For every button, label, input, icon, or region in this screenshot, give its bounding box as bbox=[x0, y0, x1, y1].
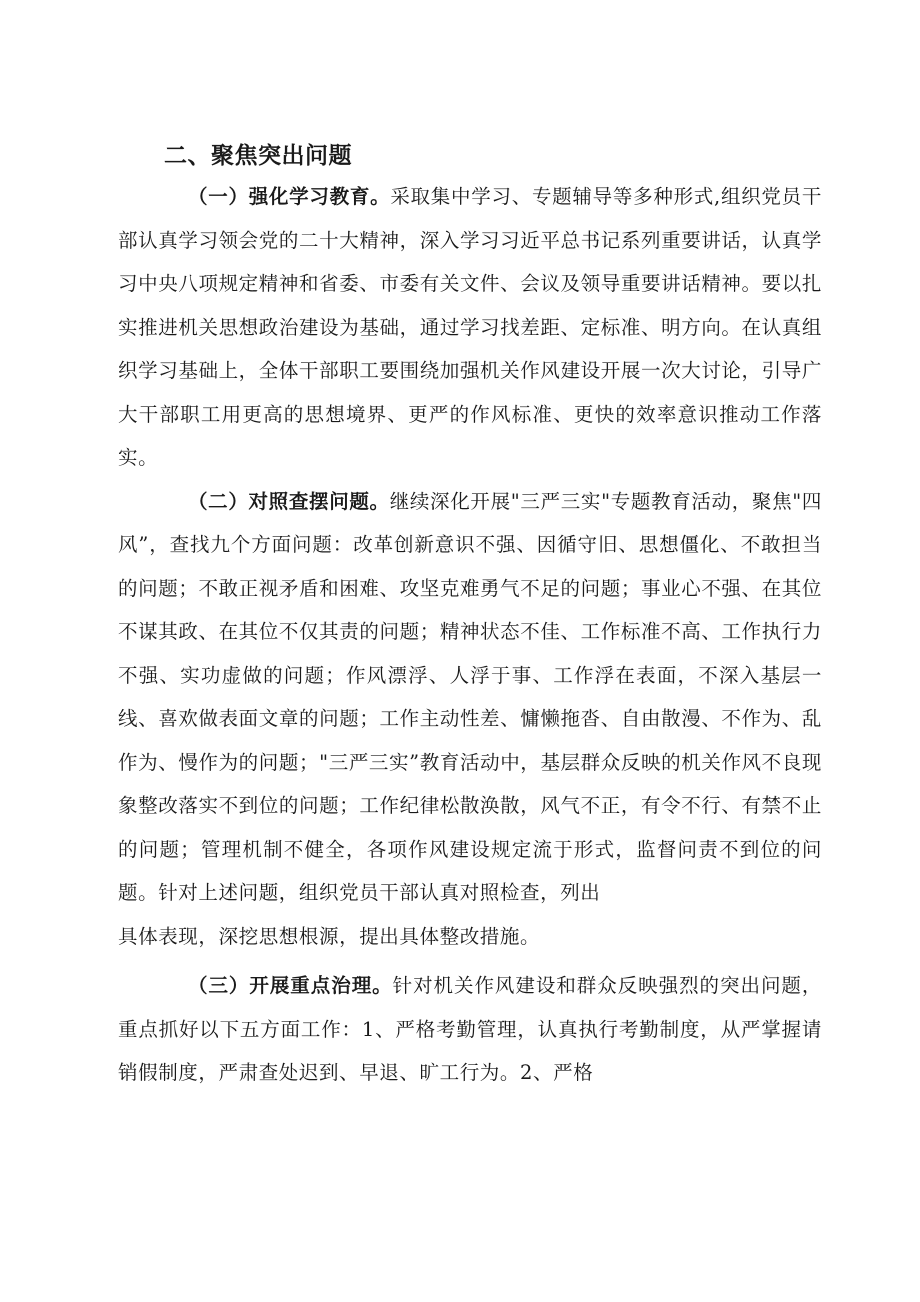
paragraph-text: 采取集中学习、专题辅导等多种形式,组织党员干部认真学习领会党的二十大精神，深入学习习近平总书记系列重要讲话，认真学习中央八项规定精神和省委、市委有关文件、会议及领导重要讲话精神。要以扎实推进机关思想政治建设为基础，通过学习找差距、定标准、明方向。在认真组织学习基础上，全体干部职工要围绕加强机关作风建设开展一次大讨论，引导广大干部职工用更高的思想境界、更严的作风标准、更快的效率意识推动工作落实。 bbox=[118, 185, 822, 469]
paragraph-text: 针对机关作风建设和群众反映强烈的突出问题，重点抓好以下五方面工作：1、严格考勤管理，认真执行考勤制度，从严掌握请销假制度，严肃查处迟到、早退、旷工行为。2、严格 bbox=[118, 974, 822, 1084]
section-heading: 二、聚焦突出问题 bbox=[164, 143, 352, 169]
paragraph-key-governance bbox=[118, 964, 822, 1095]
paragraph-text: 具体表现，深挖思想根源，提出具体整改措施。 bbox=[118, 924, 541, 948]
document-body bbox=[118, 137, 822, 1095]
paragraph-lead: （三）开展重点治理。 bbox=[188, 974, 393, 997]
paragraph-lead: （一）强化学习教育。 bbox=[188, 185, 391, 208]
paragraph-lead: （二）对照查摆问题。 bbox=[188, 489, 390, 513]
paragraph-study-education bbox=[118, 175, 822, 480]
paragraph-continuation bbox=[118, 915, 822, 959]
paragraph-text: 继续深化开展"三严三实"专题教育活动，聚焦"四风”，查找九个方面问题：改革创新意识不强、因循守旧、思想僵化、不敢担当的问题；不敢正视矛盾和困难、攻坚克难勇气不足的问题；事业心不强、在其位不谋其政、在其位不仅其责的问题；精神状态不佳、工作标准不高、工作执行力不强、实功虚做的问题；作风漂浮、人浮于事、工作浮在表面，不深入基层一线、喜欢做表面文章的问题；工作主动性差、慵懒拖沓、自由散漫、不作为、乱作为、慢作为的问题；"三严三实”教育活动中，基层群众反映的机关作风不良现象整改落实不到位的问题；工作纪律松散涣散，风气不正，有令不行、有禁不止的问题；管理机制不健全，各项作风建设规定流于形式，监督问责不到位的问题。针对上述问题，组织党员干部认真对照检查，列出 bbox=[118, 489, 822, 904]
paragraph-check-problems bbox=[118, 480, 822, 915]
